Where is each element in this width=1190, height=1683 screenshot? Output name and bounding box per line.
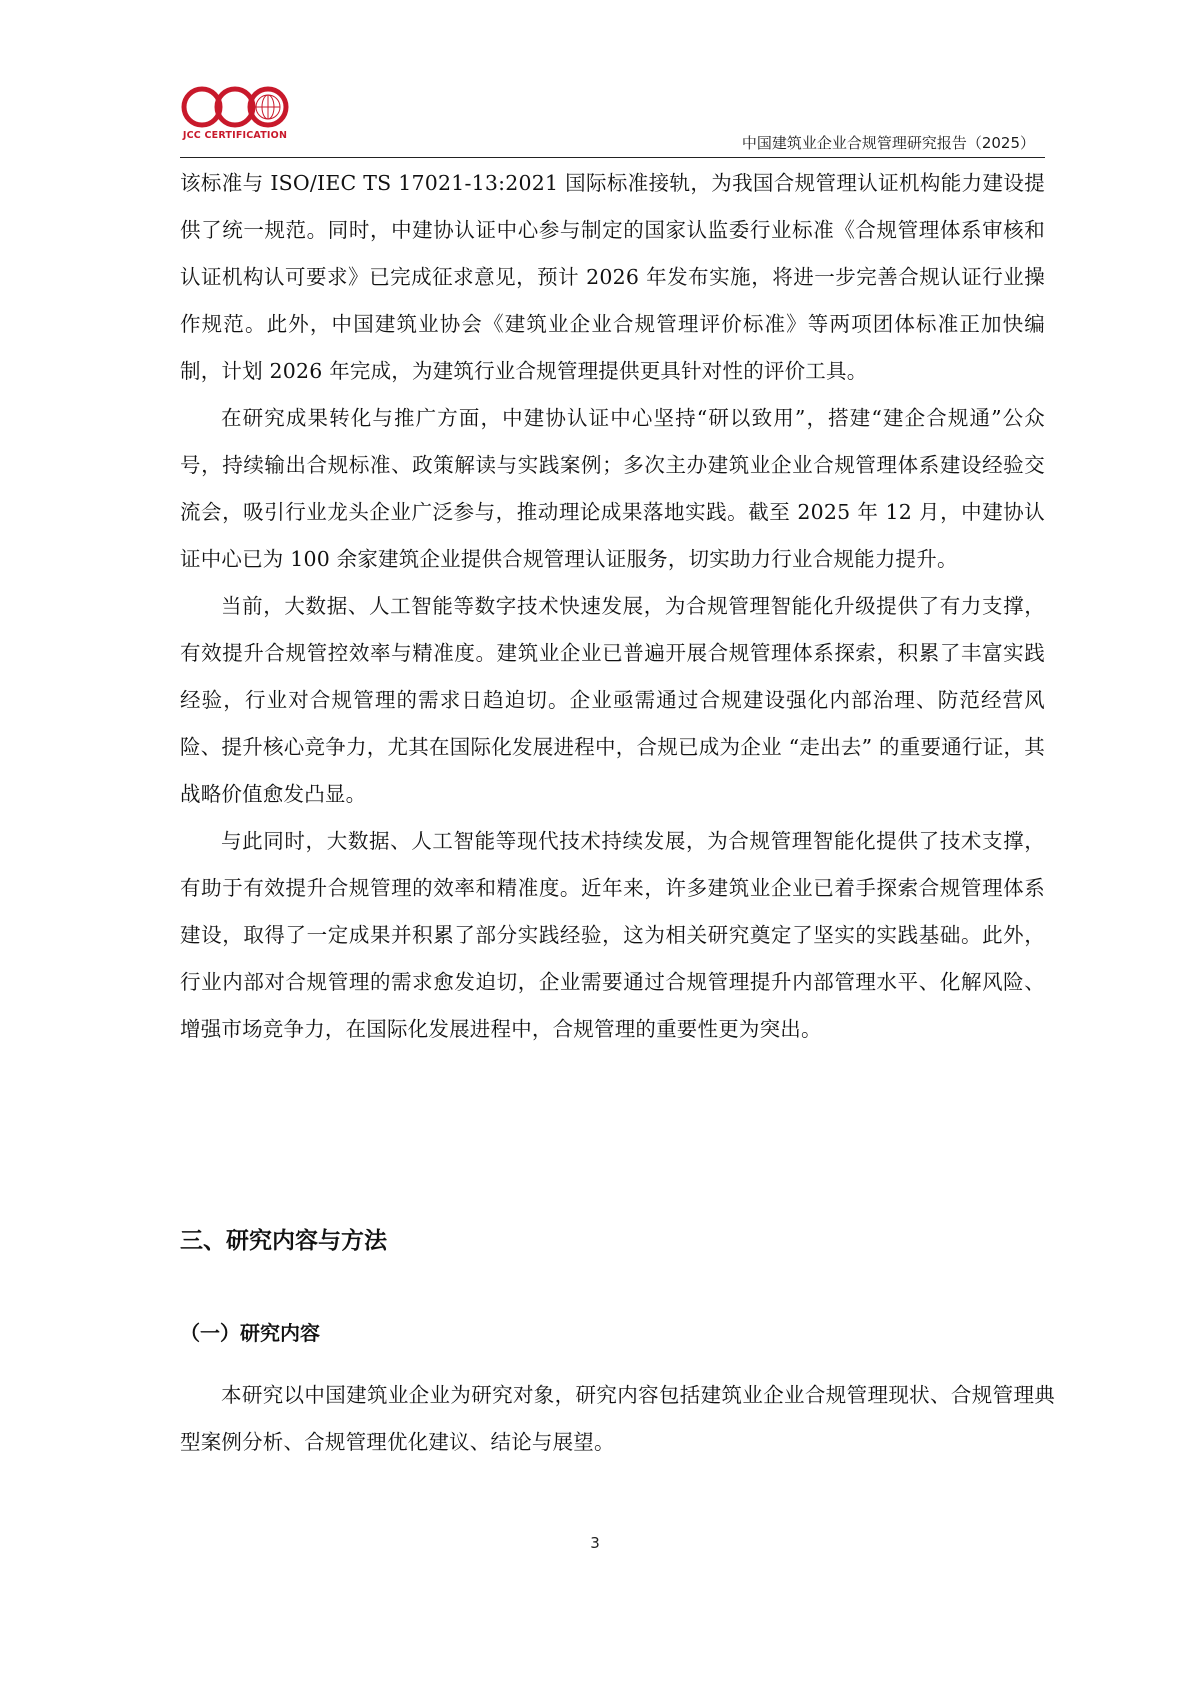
paragraph: 在研究成果转化与推广方面，中建协认证中心坚持“研以致用”，搭建“建企合规通”公众号，持续输出合规标准、政策解读与实践案例；多次主办建筑业企业合规管理体系建设经验交流会，吸引行业龙头企业广泛参与，推动理论成果落地实践。截至 2025 年 12 月，中建协认证中心已为 100 余家建筑企业提供合规管理认证服务，切实助力行业合规能力提升。	[180, 406, 1045, 571]
logo-rings-icon	[180, 85, 290, 130]
running-header-title: 中国建筑业企业合规管理研究报告（2025）	[741, 134, 1035, 152]
paragraph: 当前，大数据、人工智能等数字技术快速发展，为合规管理智能化升级提供了有力支撑，有效提升合规管控效率与精准度。建筑业企业已普遍开展合规管理体系探索，积累了丰富实践经验，行业对合规管理的需求日趋迫切。企业亟需通过合规建设强化内部治理、防范经营风险、提升核心竞争力，尤其在国际化发展进程中，合规已成为企业 “走出去” 的重要通行证，其战略价值愈发凸显。	[180, 594, 1045, 806]
page-number: 3	[590, 1534, 600, 1552]
jcc-logo	[180, 85, 290, 147]
header-divider	[180, 157, 1045, 158]
section-heading: 三、研究内容与方法	[180, 1228, 387, 1254]
paragraph-continued: 该标准与 ISO/IEC TS 17021-13:2021 国际标准接轨，为我国合规管理认证机构能力建设提供了统一规范。同时，中建协认证中心参与制定的国家认监委行业标准《合规管理体系审核和认证机构认可要求》已完成征求意见，预计 2026 年发布实施，将进一步完善合规认证行业操作规范。此外，中国建筑业协会《建筑业企业合规管理评价标准》等两项团体标准正加快编制，计划 2026 年完成，为建筑行业合规管理提供更具针对性的评价工具。	[180, 171, 1045, 383]
section-body	[180, 1372, 1055, 1466]
paragraph: 本研究以中国建筑业企业为研究对象，研究内容包括建筑业企业合规管理现状、合规管理典型案例分析、合规管理优化建议、结论与展望。	[180, 1383, 1055, 1454]
body-text	[180, 160, 1045, 1053]
subsection-heading: （一）研究内容	[180, 1321, 320, 1345]
paragraph: 与此同时，大数据、人工智能等现代技术持续发展，为合规管理智能化提供了技术支撑，有助于有效提升合规管理的效率和精准度。近年来，许多建筑业企业已着手探索合规管理体系建设，取得了一定成果并积累了部分实践经验，这为相关研究奠定了坚实的实践基础。此外，行业内部对合规管理的需求愈发迫切，企业需要通过合规管理提升内部管理水平、化解风险、增强市场竞争力，在国际化发展进程中，合规管理的重要性更为突出。	[180, 829, 1045, 1041]
logo-text: JCC CERTIFICATION	[182, 130, 288, 141]
